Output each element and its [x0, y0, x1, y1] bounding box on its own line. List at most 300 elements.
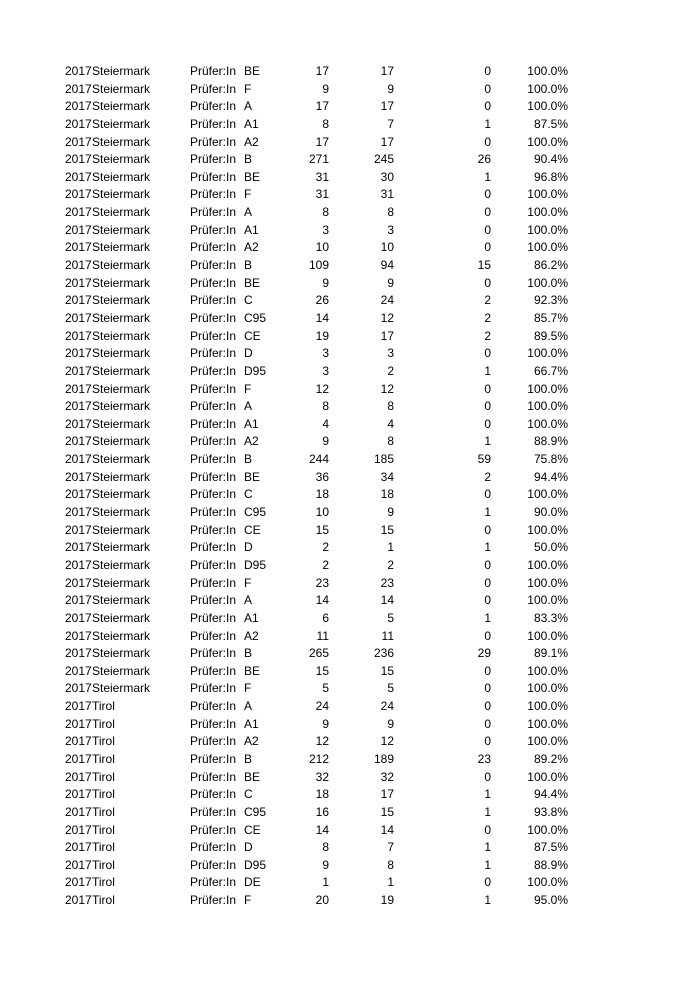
failed-cell: 1 [484, 116, 491, 131]
year-cell: 2017 [65, 346, 92, 361]
pass-rate-cell: 100.0% [527, 557, 568, 572]
table-row [0, 680, 700, 698]
region-cell: Steiermark [92, 187, 151, 202]
total-cell: 4 [322, 416, 329, 431]
role-cell: Prüfer:In [190, 610, 237, 625]
failed-cell: 0 [484, 575, 491, 590]
region-cell: Steiermark [92, 169, 151, 184]
role-cell: Prüfer:In [190, 469, 237, 484]
total-cell: 212 [308, 751, 329, 766]
license-class-cell: B [244, 646, 253, 661]
pass-rate-cell: 100.0% [527, 822, 568, 837]
failed-cell: 1 [484, 434, 491, 449]
total-cell: 17 [315, 134, 329, 149]
passed-cell: 94 [380, 258, 394, 273]
year-cell: 2017 [65, 540, 92, 555]
year-cell: 2017 [65, 134, 92, 149]
total-cell: 8 [322, 116, 329, 131]
total-cell: 9 [322, 434, 329, 449]
failed-cell: 0 [484, 275, 491, 290]
pass-rate-cell: 100.0% [527, 416, 568, 431]
region-cell: Steiermark [92, 416, 151, 431]
year-cell: 2017 [65, 751, 92, 766]
total-cell: 36 [315, 469, 329, 484]
failed-cell: 0 [484, 134, 491, 149]
license-class-cell: C [244, 293, 253, 308]
total-cell: 9 [322, 275, 329, 290]
failed-cell: 1 [484, 787, 491, 802]
role-cell: Prüfer:In [190, 716, 237, 731]
role-cell: Prüfer:In [190, 187, 237, 202]
failed-cell: 0 [484, 769, 491, 784]
passed-cell: 11 [381, 628, 394, 643]
spreadsheet-table [0, 63, 700, 910]
passed-cell: 9 [387, 81, 394, 96]
role-cell: Prüfer:In [190, 169, 237, 184]
pass-rate-cell: 100.0% [527, 875, 568, 890]
passed-cell: 185 [373, 452, 394, 467]
total-cell: 15 [315, 522, 329, 537]
failed-cell: 0 [484, 346, 491, 361]
failed-cell: 0 [484, 699, 491, 714]
table-row [0, 874, 700, 892]
role-cell: Prüfer:In [190, 557, 237, 572]
year-cell: 2017 [65, 734, 92, 749]
license-class-cell: DE [244, 875, 261, 890]
passed-cell: 15 [380, 663, 394, 678]
passed-cell: 14 [380, 822, 394, 837]
region-cell: Steiermark [92, 505, 151, 520]
failed-cell: 23 [477, 751, 491, 766]
table-row [0, 822, 700, 840]
license-class-cell: CE [244, 522, 261, 537]
passed-cell: 17 [380, 99, 394, 114]
failed-cell: 59 [477, 452, 491, 467]
year-cell: 2017 [65, 381, 92, 396]
year-cell: 2017 [65, 663, 92, 678]
table-row [0, 522, 700, 540]
table-row [0, 116, 700, 134]
table-row [0, 628, 700, 646]
passed-cell: 10 [380, 240, 394, 255]
license-class-cell: A [244, 593, 253, 608]
failed-cell: 0 [484, 222, 491, 237]
license-class-cell: BE [244, 275, 261, 290]
region-cell: Steiermark [92, 452, 151, 467]
role-cell: Prüfer:In [190, 434, 237, 449]
passed-cell: 30 [380, 169, 394, 184]
pass-rate-cell: 50.0% [533, 540, 568, 555]
table-row [0, 733, 700, 751]
role-cell: Prüfer:In [190, 363, 237, 378]
total-cell: 18 [315, 487, 329, 502]
total-cell: 10 [315, 505, 329, 520]
pass-rate-cell: 87.5% [533, 116, 568, 131]
license-class-cell: A2 [244, 628, 259, 643]
license-class-cell: B [244, 152, 253, 167]
table-row [0, 381, 700, 399]
region-cell: Steiermark [92, 258, 151, 273]
pass-rate-cell: 100.0% [527, 64, 568, 78]
license-class-cell: F [244, 81, 252, 96]
year-cell: 2017 [65, 240, 92, 255]
total-cell: 109 [308, 258, 329, 273]
year-cell: 2017 [65, 681, 92, 696]
year-cell: 2017 [65, 416, 92, 431]
region-cell: Steiermark [92, 363, 151, 378]
region-cell: Tirol [92, 893, 115, 908]
role-cell: Prüfer:In [190, 64, 237, 78]
table-row [0, 398, 700, 416]
table-row [0, 151, 700, 169]
year-cell: 2017 [65, 81, 92, 96]
total-cell: 2 [322, 557, 329, 572]
region-cell: Steiermark [92, 81, 151, 96]
year-cell: 2017 [65, 840, 92, 855]
region-cell: Tirol [92, 857, 115, 872]
pass-rate-cell: 87.5% [533, 840, 568, 855]
total-cell: 8 [322, 205, 329, 220]
year-cell: 2017 [65, 593, 92, 608]
year-cell: 2017 [65, 699, 92, 714]
table-row [0, 81, 700, 99]
table-row [0, 663, 700, 681]
failed-cell: 0 [484, 716, 491, 731]
failed-cell: 1 [484, 857, 491, 872]
year-cell: 2017 [65, 434, 92, 449]
year-cell: 2017 [65, 875, 92, 890]
role-cell: Prüfer:In [190, 310, 237, 325]
pass-rate-cell: 86.2% [533, 258, 568, 273]
region-cell: Steiermark [92, 310, 151, 325]
table-row [0, 786, 700, 804]
license-class-cell: CE [244, 822, 261, 837]
year-cell: 2017 [65, 505, 92, 520]
role-cell: Prüfer:In [190, 593, 237, 608]
passed-cell: 17 [380, 787, 394, 802]
table-row [0, 239, 700, 257]
failed-cell: 0 [484, 487, 491, 502]
year-cell: 2017 [65, 452, 92, 467]
pass-rate-cell: 100.0% [527, 575, 568, 590]
license-class-cell: D [244, 346, 253, 361]
total-cell: 18 [315, 787, 329, 802]
failed-cell: 2 [484, 469, 491, 484]
passed-cell: 24 [380, 293, 394, 308]
passed-cell: 1 [387, 540, 394, 555]
passed-cell: 2 [387, 557, 394, 572]
region-cell: Steiermark [92, 593, 151, 608]
failed-cell: 15 [477, 258, 491, 273]
failed-cell: 26 [477, 152, 491, 167]
region-cell: Steiermark [92, 116, 151, 131]
region-cell: Steiermark [92, 522, 151, 537]
table-row [0, 486, 700, 504]
role-cell: Prüfer:In [190, 99, 237, 114]
pass-rate-cell: 75.8% [533, 452, 568, 467]
total-cell: 15 [315, 663, 329, 678]
total-cell: 9 [322, 716, 329, 731]
region-cell: Steiermark [92, 134, 151, 149]
failed-cell: 0 [484, 99, 491, 114]
region-cell: Tirol [92, 822, 115, 837]
license-class-cell: F [244, 187, 252, 202]
table-row [0, 557, 700, 575]
role-cell: Prüfer:In [190, 822, 237, 837]
passed-cell: 189 [373, 751, 394, 766]
passed-cell: 8 [387, 434, 394, 449]
role-cell: Prüfer:In [190, 505, 237, 520]
total-cell: 31 [315, 187, 329, 202]
year-cell: 2017 [65, 487, 92, 502]
failed-cell: 29 [477, 646, 491, 661]
role-cell: Prüfer:In [190, 646, 237, 661]
table-row [0, 98, 700, 116]
passed-cell: 24 [380, 699, 394, 714]
passed-cell: 3 [387, 346, 394, 361]
pass-rate-cell: 92.3% [533, 293, 568, 308]
license-class-cell: F [244, 681, 252, 696]
passed-cell: 7 [387, 116, 394, 131]
year-cell: 2017 [65, 64, 92, 78]
pass-rate-cell: 100.0% [527, 593, 568, 608]
table-row [0, 645, 700, 663]
role-cell: Prüfer:In [190, 328, 237, 343]
table-row [0, 451, 700, 469]
role-cell: Prüfer:In [190, 663, 237, 678]
region-cell: Steiermark [92, 663, 151, 678]
passed-cell: 23 [380, 575, 394, 590]
role-cell: Prüfer:In [190, 699, 237, 714]
license-class-cell: A1 [244, 416, 259, 431]
license-class-cell: A1 [244, 716, 259, 731]
role-cell: Prüfer:In [190, 399, 237, 414]
failed-cell: 0 [484, 663, 491, 678]
pass-rate-cell: 89.1% [533, 646, 568, 661]
table-row [0, 292, 700, 310]
pass-rate-cell: 100.0% [527, 681, 568, 696]
failed-cell: 0 [484, 822, 491, 837]
region-cell: Steiermark [92, 222, 151, 237]
passed-cell: 15 [380, 522, 394, 537]
passed-cell: 9 [387, 716, 394, 731]
region-cell: Tirol [92, 875, 115, 890]
total-cell: 17 [315, 64, 329, 78]
total-cell: 14 [315, 310, 329, 325]
total-cell: 9 [322, 857, 329, 872]
year-cell: 2017 [65, 363, 92, 378]
total-cell: 26 [315, 293, 329, 308]
license-class-cell: A2 [244, 240, 259, 255]
failed-cell: 2 [484, 293, 491, 308]
role-cell: Prüfer:In [190, 293, 237, 308]
pass-rate-cell: 100.0% [527, 81, 568, 96]
passed-cell: 12 [380, 734, 394, 749]
passed-cell: 17 [380, 328, 394, 343]
total-cell: 19 [315, 328, 329, 343]
license-class-cell: C95 [244, 804, 267, 819]
table-row [0, 504, 700, 522]
passed-cell: 9 [387, 505, 394, 520]
license-class-cell: D95 [244, 363, 267, 378]
passed-cell: 236 [373, 646, 394, 661]
role-cell: Prüfer:In [190, 787, 237, 802]
license-class-cell: F [244, 381, 252, 396]
pass-rate-cell: 100.0% [527, 769, 568, 784]
year-cell: 2017 [65, 152, 92, 167]
failed-cell: 0 [484, 593, 491, 608]
year-cell: 2017 [65, 99, 92, 114]
role-cell: Prüfer:In [190, 81, 237, 96]
license-class-cell: CE [244, 328, 261, 343]
region-cell: Tirol [92, 769, 115, 784]
failed-cell: 1 [484, 840, 491, 855]
license-class-cell: A2 [244, 134, 259, 149]
pass-rate-cell: 100.0% [527, 487, 568, 502]
failed-cell: 0 [484, 628, 491, 643]
region-cell: Tirol [92, 716, 115, 731]
failed-cell: 1 [484, 540, 491, 555]
license-class-cell: A [244, 399, 253, 414]
year-cell: 2017 [65, 769, 92, 784]
pass-rate-cell: 100.0% [527, 346, 568, 361]
region-cell: Steiermark [92, 399, 151, 414]
total-cell: 3 [322, 346, 329, 361]
license-class-cell: C95 [244, 505, 267, 520]
role-cell: Prüfer:In [190, 487, 237, 502]
passed-cell: 19 [380, 893, 394, 908]
failed-cell: 0 [484, 416, 491, 431]
role-cell: Prüfer:In [190, 804, 237, 819]
role-cell: Prüfer:In [190, 416, 237, 431]
failed-cell: 0 [484, 81, 491, 96]
year-cell: 2017 [65, 857, 92, 872]
failed-cell: 1 [484, 893, 491, 908]
table-row [0, 416, 700, 434]
role-cell: Prüfer:In [190, 240, 237, 255]
pass-rate-cell: 90.4% [533, 152, 568, 167]
passed-cell: 17 [380, 64, 394, 78]
total-cell: 265 [308, 646, 329, 661]
role-cell: Prüfer:In [190, 275, 237, 290]
table-row [0, 751, 700, 769]
region-cell: Steiermark [92, 275, 151, 290]
role-cell: Prüfer:In [190, 857, 237, 872]
license-class-cell: A1 [244, 222, 259, 237]
failed-cell: 0 [484, 557, 491, 572]
region-cell: Steiermark [92, 381, 151, 396]
role-cell: Prüfer:In [190, 452, 237, 467]
region-cell: Steiermark [92, 646, 151, 661]
license-class-cell: BE [244, 64, 261, 78]
failed-cell: 0 [484, 399, 491, 414]
passed-cell: 8 [387, 399, 394, 414]
table-row [0, 592, 700, 610]
total-cell: 20 [315, 893, 329, 908]
table-row [0, 433, 700, 451]
region-cell: Steiermark [92, 346, 151, 361]
pass-rate-cell: 100.0% [527, 522, 568, 537]
table-row [0, 363, 700, 381]
passed-cell: 8 [387, 857, 394, 872]
region-cell: Steiermark [92, 681, 151, 696]
pass-rate-cell: 88.9% [533, 434, 568, 449]
pass-rate-cell: 100.0% [527, 699, 568, 714]
role-cell: Prüfer:In [190, 628, 237, 643]
year-cell: 2017 [65, 822, 92, 837]
license-class-cell: BE [244, 469, 261, 484]
table-row [0, 169, 700, 187]
role-cell: Prüfer:In [190, 205, 237, 220]
license-class-cell: A [244, 699, 253, 714]
table-row [0, 769, 700, 787]
table-row [0, 469, 700, 487]
region-cell: Steiermark [92, 434, 151, 449]
pass-rate-cell: 100.0% [527, 734, 568, 749]
year-cell: 2017 [65, 116, 92, 131]
license-class-cell: C95 [244, 310, 267, 325]
role-cell: Prüfer:In [190, 346, 237, 361]
region-cell: Steiermark [92, 469, 151, 484]
region-cell: Tirol [92, 699, 115, 714]
passed-cell: 32 [380, 769, 394, 784]
pass-rate-cell: 100.0% [527, 222, 568, 237]
passed-cell: 15 [380, 804, 394, 819]
pass-rate-cell: 100.0% [527, 381, 568, 396]
pass-rate-cell: 95.0% [533, 893, 568, 908]
role-cell: Prüfer:In [190, 116, 237, 131]
failed-cell: 0 [484, 875, 491, 890]
pass-rate-cell: 89.2% [533, 751, 568, 766]
table-row [0, 328, 700, 346]
year-cell: 2017 [65, 222, 92, 237]
total-cell: 14 [315, 822, 329, 837]
pass-rate-cell: 100.0% [527, 134, 568, 149]
region-cell: Tirol [92, 804, 115, 819]
year-cell: 2017 [65, 787, 92, 802]
year-cell: 2017 [65, 557, 92, 572]
license-class-cell: F [244, 893, 252, 908]
role-cell: Prüfer:In [190, 840, 237, 855]
year-cell: 2017 [65, 293, 92, 308]
total-cell: 11 [316, 628, 329, 643]
role-cell: Prüfer:In [190, 734, 237, 749]
role-cell: Prüfer:In [190, 575, 237, 590]
failed-cell: 1 [484, 610, 491, 625]
license-class-cell: D95 [244, 557, 267, 572]
pass-rate-cell: 88.9% [533, 857, 568, 872]
failed-cell: 0 [484, 681, 491, 696]
license-class-cell: D [244, 540, 253, 555]
total-cell: 32 [315, 769, 329, 784]
total-cell: 1 [322, 875, 329, 890]
year-cell: 2017 [65, 575, 92, 590]
region-cell: Tirol [92, 751, 115, 766]
failed-cell: 0 [484, 240, 491, 255]
passed-cell: 31 [380, 187, 394, 202]
year-cell: 2017 [65, 275, 92, 290]
role-cell: Prüfer:In [190, 751, 237, 766]
total-cell: 8 [322, 840, 329, 855]
pass-rate-cell: 90.0% [533, 505, 568, 520]
failed-cell: 1 [484, 804, 491, 819]
role-cell: Prüfer:In [190, 381, 237, 396]
license-class-cell: BE [244, 769, 261, 784]
passed-cell: 18 [380, 487, 394, 502]
total-cell: 271 [308, 152, 329, 167]
passed-cell: 12 [380, 381, 394, 396]
region-cell: Steiermark [92, 575, 151, 590]
